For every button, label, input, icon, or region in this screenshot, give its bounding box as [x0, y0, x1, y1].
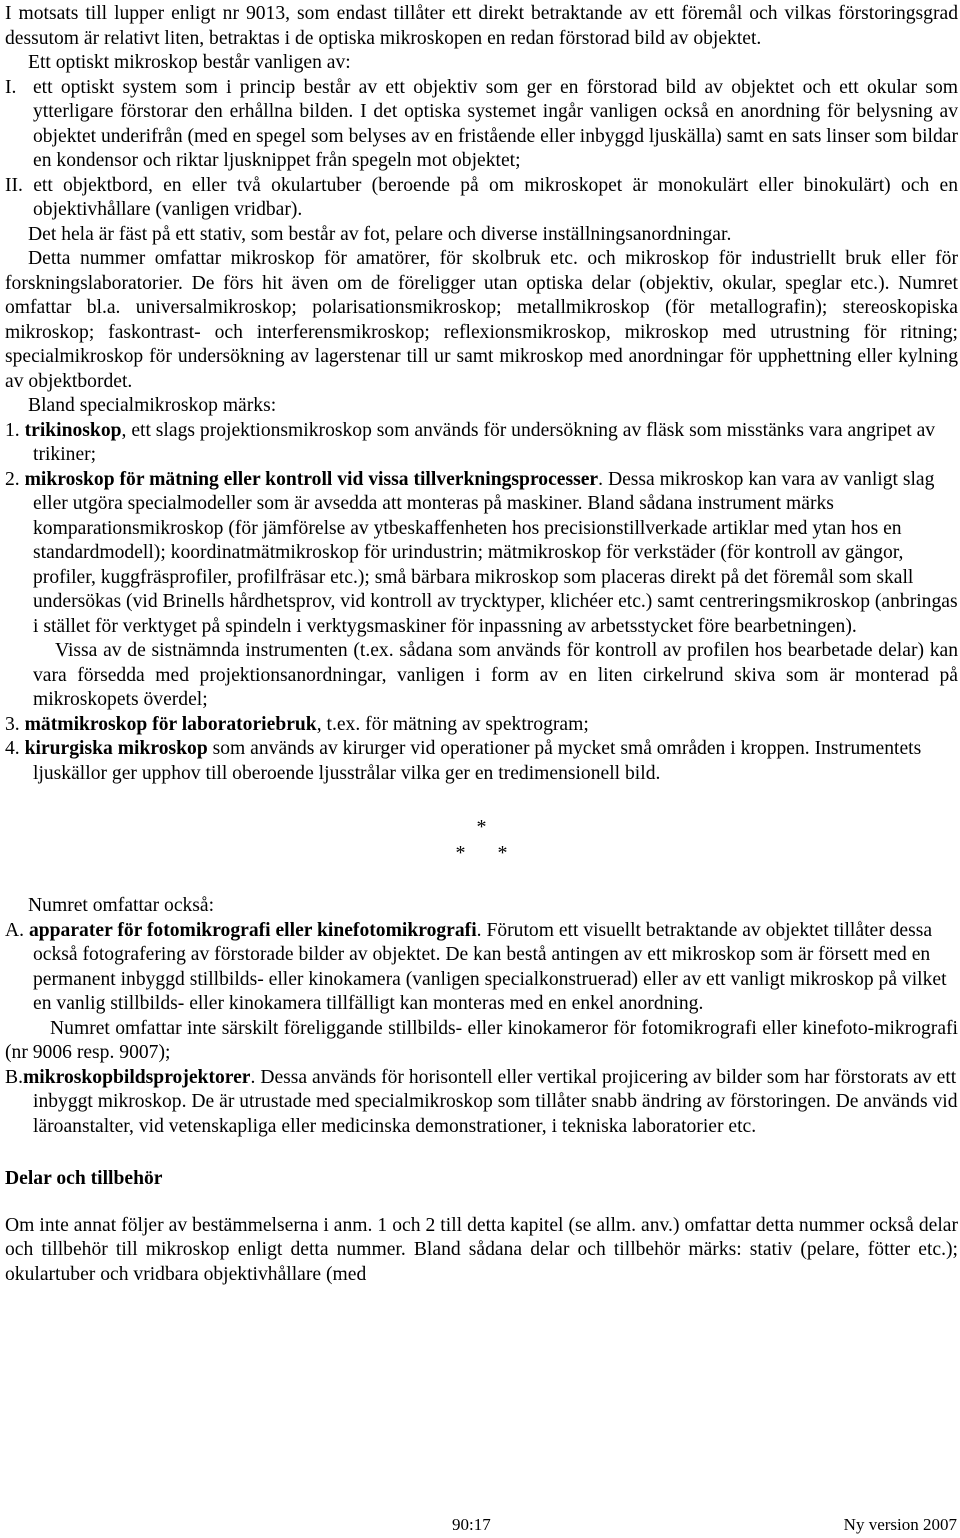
list-item [5, 419, 958, 468]
item-term: mätmikroskop för laboratoriebruk [24, 713, 317, 735]
item-term: trikinoskop [24, 419, 122, 441]
section-heading: Delar och tillbehör [5, 1168, 163, 1189]
list-item [5, 737, 958, 786]
item-number: 1. [5, 419, 20, 441]
asterism-separator [5, 814, 958, 866]
lettered-item-b [5, 1066, 958, 1140]
version-label: Ny version 2007 [843, 1515, 957, 1534]
item-letter: A. [5, 919, 25, 941]
item-letter: B. [5, 1066, 23, 1088]
item-text: , t.ex. för mätning av spektrogram; [316, 713, 589, 735]
stand-paragraph: Det hela är fäst på ett stativ, som består av fot, pelare och diverse inställningsanordningar. [28, 223, 732, 245]
consists-of-line: Ett optiskt mikroskop består vanligen av: [28, 52, 351, 73]
item-term: kirurgiska mikroskop [24, 738, 208, 759]
asterisk-top: * [476, 816, 487, 838]
asterisk-bottom-row [5, 840, 958, 866]
roman-label: II. [5, 174, 23, 196]
roman-label: I. [5, 76, 17, 98]
list-item [5, 713, 958, 738]
lettered-item-a [5, 919, 958, 1017]
roman-text: ett optiskt system som i princip består av ett objektiv som ger en förstorad bild av objektet och ett okular som ytterligare förstorar den erhållna bilden. I det optiska systemet ingår vanligen också en anordning för belysning av objektet underifrån (med en spegel som belyses av en fristående eller inbyggd ljuskälla) samt en sats linser som bildar en kondensor och riktar ljusknippet från spegeln mot objektet; [32, 76, 959, 171]
document-body [5, 2, 958, 1287]
coverage-paragraph: Detta nummer omfattar mikroskop för amatörer, för skolbruk etc. och mikroskop för industriellt bruk eller för forskningslaboratorier. De förs hit även om de föreligger utan optiska delar (objektiv, okular, speglar etc.). Numret omfattar bl.a. universalmikroskop; polarisationsmikroskop; metallmikroskop (för metallografin); stereoskopiska mikroskop; faskontrast- och interferensmikroskop; reflexionsmikroskop, mikroskop med utrustning för ritning; specialmikroskop för undersökning av lagerstenar till ur samt mikroskop med anordningar för upphettning eller kylning av objektbordet. [5, 248, 958, 392]
item-term: mikroskopbildsprojektorer [22, 1066, 251, 1088]
item-text: som används av kirurger vid operationer på mycket små områden i kroppen. Instrumentets ljuskällor ger upphov till oberoende ljusstrålar vilka ger en tredimensionell bild. [33, 738, 922, 784]
item-continuation: Vissa av de sistnämnda instrumenten (t.ex. sådana som används för kontroll av profilen hos bearbetade delar) kan vara försedda med projektionsanordningar, vanligen i form av en liten cirkelrund skiva som är monterad på mikroskopets överdel; [33, 640, 958, 710]
item-continuation: Numret omfattar inte särskilt föreliggande stillbilds- eller kinokameror för fotomikrografi eller kinefoto-mikrografi (nr 9006 resp. 9007); [5, 1017, 958, 1063]
item-number: 2. [5, 468, 20, 490]
asterisk-right: * [497, 842, 508, 864]
item-text: , ett slags projektionsmikroskop som används för undersökning av fläsk som misstänks vara angripet av trikiner; [33, 419, 936, 465]
roman-text: ett objektbord, en eller två okulartuber (beroende på om mikroskopet är monokulärt eller binokulärt) och en objektivhållare (vanligen vridbar). [33, 174, 958, 220]
roman-item-2 [5, 174, 958, 223]
roman-item-1 [5, 76, 958, 174]
item-text: . Dessa mikroskop kan vara av vanligt slag eller utgöra specialmodeller som är avsedda att monteras på maskiner. Bland sådana instrument märks komparationsmikroskop (för jämförelse av ytbeskaffenheten hos precisionstillverkade artiklar med ytan hos en standardmodell); koordinatmätmikroskop för urindustrin; mätmikroskop för verkstäder (för kontroll av gängor, profiler, kuggfräsprofiler, profilfräsar etc.); små bärbara mikroskop som placeras direkt på det föremål som skall undersökas (vid Brinells hårdhetsprov, vid kontroll av trycktyper, klichéer etc.) samt centreringsmikroskop (anbringas i stället för verktyget på spindeln i verktygsmaskiner för inpassning av arbetsstycket före bearbetningen). [33, 468, 958, 637]
item-term: mikroskop för mätning eller kontroll vid vissa tillverkningsprocesser [24, 468, 599, 490]
item-number: 4. [5, 738, 20, 759]
item-term: apparater för fotomikrografi eller kinefotomikrografi [28, 919, 477, 941]
special-intro: Bland specialmikroskop märks: [28, 395, 277, 416]
parts-paragraph: Om inte annat följer av bestämmelserna i anm. 1 och 2 till detta kapitel (se allm. anv.) omfattar detta nummer också delar och tillbehör till mikroskop enligt detta nummer. Bland sådana delar och tillbehör märks: stativ (pelare, fötter etc.); okulartuber och vridbara objektivhållare (med [5, 1214, 958, 1285]
page-number: 90:17 [452, 1515, 491, 1534]
intro-paragraph: I motsats till lupper enligt nr 9013, som endast tillåter ett direkt betraktande av ett föremål och vilkas förstoringsgrad dessutom är relativt liten, betraktas i de optiska mikroskopen en redan förstorad bild av objektet. [5, 3, 958, 49]
asterisk-left: * [455, 842, 466, 864]
also-intro: Numret omfattar också: [28, 895, 215, 916]
item-number: 3. [5, 713, 20, 735]
list-item [5, 468, 958, 640]
item-text: . Förutom ett visuellt betraktande av objektet tillåter dessa också fotografering av förstorade bilder av objektet. De kan bestå antingen av ett mikroskop som är försett med en permanent inbyggd stillbilds- eller kinokamera (vanligen specialkonstruerad) eller av ett vanligt mikroskop på vilket en vanlig stillbilds- eller kinokamera tillfälligt kan monteras med en enkel anordning. [33, 919, 947, 1014]
item-text: . Dessa används för horisontell eller vertikal projicering av bilder som har förstorats av ett inbyggt mikroskop. De är utrustade med specialmikroskop som tillåter snabb ändring av förstoringen. De används vid läroanstalter, vid vetenskapliga eller medicinska demonstrationer, i tekniska laboratorier etc. [33, 1066, 958, 1137]
